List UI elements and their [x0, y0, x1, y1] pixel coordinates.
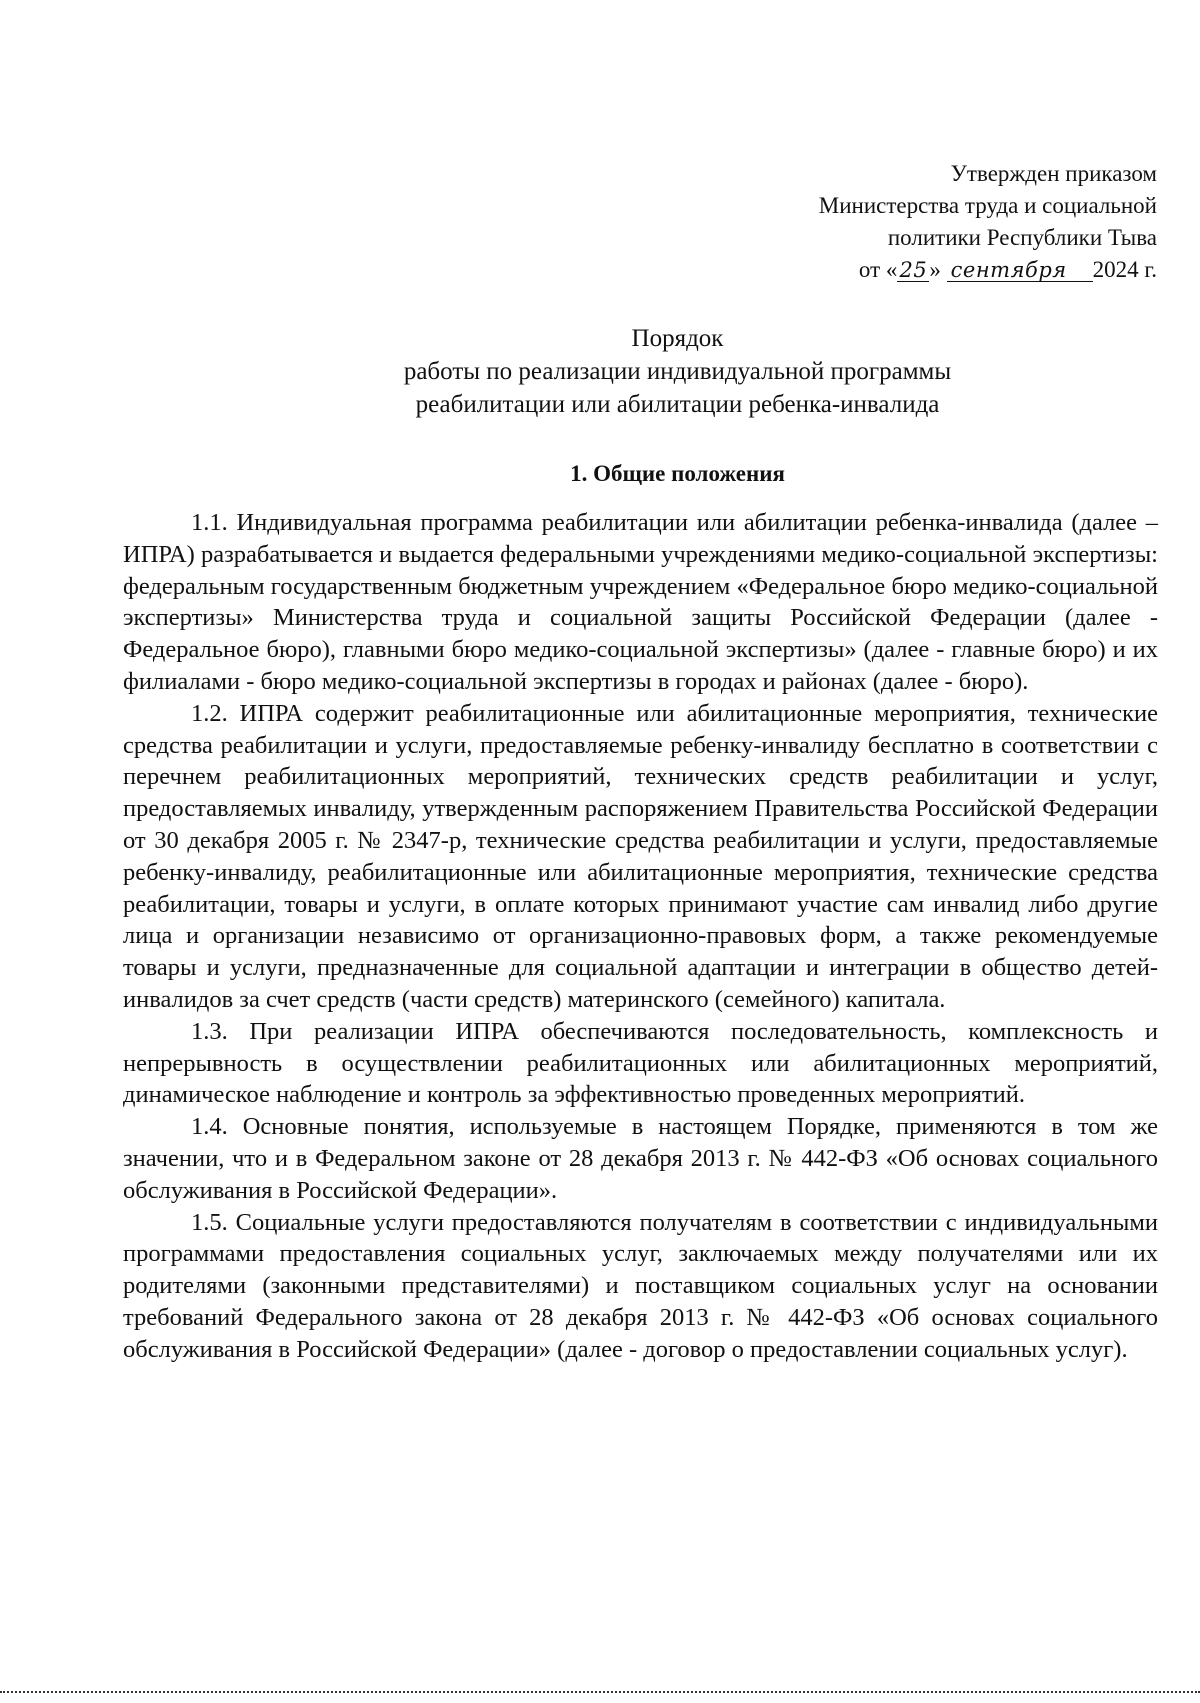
date-month-handwritten: сентября: [947, 259, 1093, 282]
date-prefix: от «: [858, 257, 898, 282]
approval-line-1: Утвержден приказом: [950, 161, 1157, 186]
approval-line-3: политики Республики Тыва: [887, 225, 1157, 250]
paragraph-1-5: 1.5. Социальные услуги предоставляются получателям в соответствии с индивидуальными программами предоставления социальных услуг, заключаемых между получателями или их родителями (законными представителями) и поставщиком социальных услуг на основании требований Федерального закона от 28 декабря 2013 г. № 442-ФЗ «Об основах социального обслуживания в Российской Федерации» (далее - договор о предоставлении социальных услуг).: [123, 1208, 1158, 1363]
date-day-handwritten: 25: [897, 259, 929, 282]
approval-block: [597, 158, 1157, 286]
footer-rule: [0, 1691, 1200, 1693]
paragraph-1-2: 1.2. ИПРА содержит реабилитационные или абилитационные мероприятия, технические средства реабилитации и услуги, предоставляемые ребенку-инвалиду бесплатно в соответствии с перечнем реабилитационных мероприятий, технических средств реабилитации и услуг, предоставляемых инвалиду, утвержденным распоряжением Правительства Российской Федерации от 30 декабря 2005 г. № 2347-р, технические средства реабилитации и услуги, предоставляемые ребенку-инвалиду, реабилитационные или абилитационные мероприятия, технические средства реабилитации, товары и услуги, в оплате которых принимают участие сам инвалид либо другие лица и организации независимо от организационно-правовых форм, а также рекомендуемые товары и услуги, предназначенные для социальной адаптации и интеграции в общество детей-инвалидов за счет средств (части средств) материнского (семейного) капитала.: [123, 699, 1158, 1013]
paragraph-1-1: 1.1. Индивидуальная программа реабилитации или абилитации ребенка-инвалида (далее – ИПРА) разрабатывается и выдается федеральными учреждениями медико-социальной экспертизы: федеральным государственным бюджетным учреждением «Федеральное бюро медико-социальной экспертизы» Министерства труда и социальной защиты Российской Федерации (далее - Федеральное бюро), главными бюро медико-социальной экспертизы» (далее - главные бюро) и их филиалами - бюро медико-социальной экспертизы в городах и районах (далее - бюро).: [123, 509, 1158, 695]
body-text: [123, 507, 1158, 1366]
title-line-1: Порядок: [631, 325, 724, 352]
paragraph-1-3: 1.3. При реализации ИПРА обеспечиваются последовательность, комплексность и непрерывность в осуществлении реабилитационных или абилитационных мероприятий, динамическое наблюдение и контроль за эффективностью проведенных мероприятий.: [123, 1017, 1158, 1109]
approval-line-2: Министерства труда и социальной: [818, 193, 1157, 218]
title-line-2: работы по реализации индивидуальной программы: [403, 358, 952, 385]
date-mid: »: [929, 257, 947, 282]
document-title: [140, 322, 1200, 421]
date-year: 2024 г.: [1092, 257, 1157, 282]
section-heading: 1. Общие положения: [570, 461, 785, 486]
paragraph-1-4: 1.4. Основные понятия, используемые в настоящем Порядке, применяются в том же значении, что и в Федеральном законе от 28 декабря 2013 г. № 442-ФЗ «Об основах социального обслуживания в Российской Федерации».: [123, 1113, 1158, 1204]
approval-date-line: [597, 254, 1157, 286]
title-line-3: реабилитации или абилитации ребенка-инвалида: [415, 391, 940, 418]
